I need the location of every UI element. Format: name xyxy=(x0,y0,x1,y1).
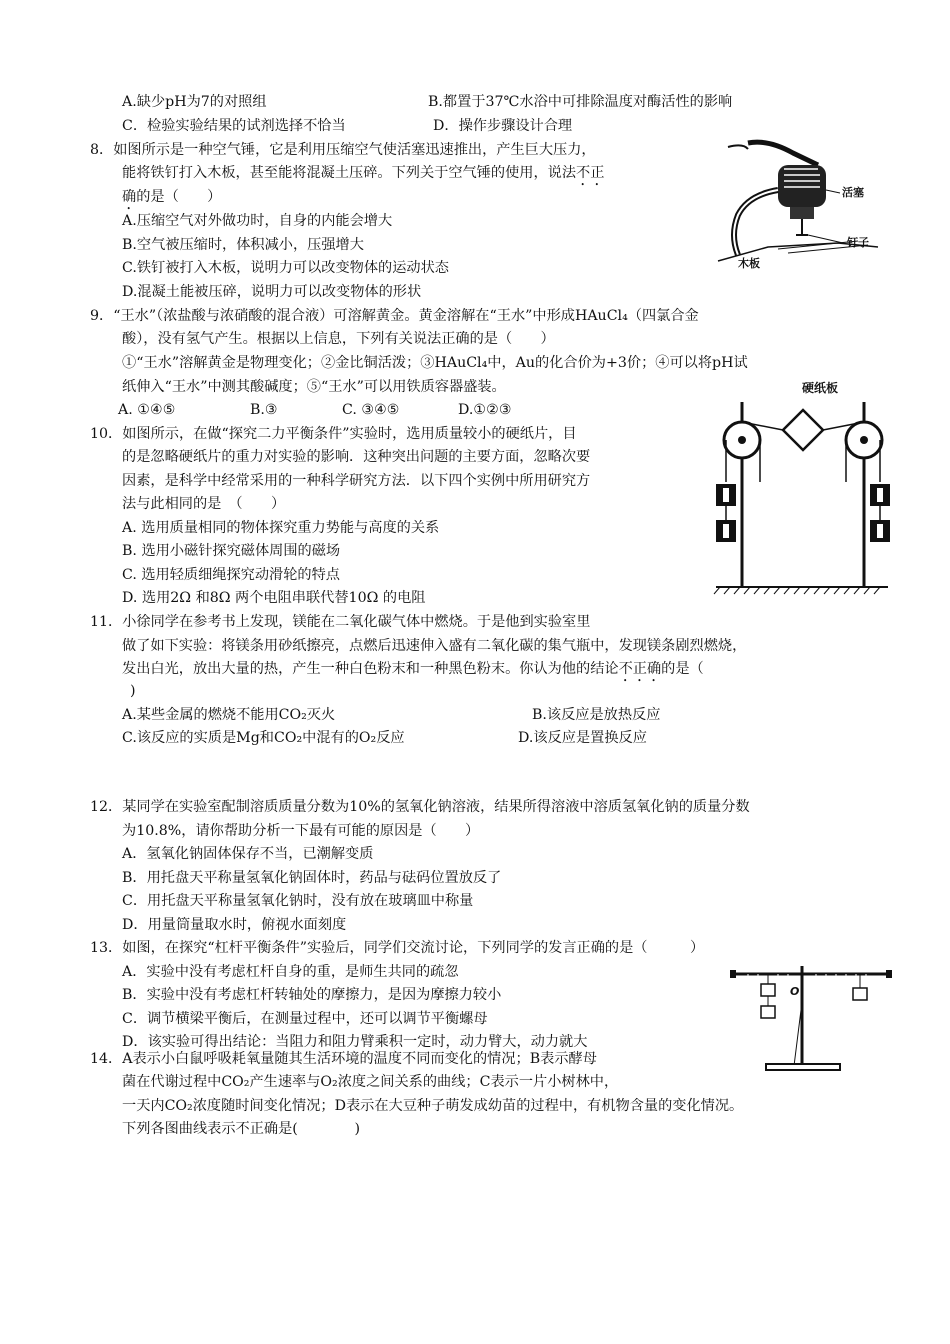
q11-option-d: D.该反应是置换反应 xyxy=(518,730,647,746)
q12-stem-line2: 为10.8%，请你帮助分析一下最有可能的原因是（ ） xyxy=(122,823,480,839)
q12-stem-line1: 12．某同学在实验室配制溶质质量分数为10%的氢氧化钠溶液，结果所得溶液中溶质氢氧化钠的质量分数 xyxy=(90,799,750,815)
q14-stem-line2: 菌在代谢过程中CO₂产生速率与O₂浓度之间关系的曲线；C表示一片小树林中， xyxy=(122,1074,619,1090)
q11-option-c: C.该反应的实质是Mg和CO₂中混有的O₂反应 xyxy=(122,730,405,746)
q11-stem-line3: 发出白光，放出大量的热，产生一种白色粉末和一种黑色粉末。你认为他的结论不正确的是（ xyxy=(122,661,704,677)
q10-option-c: C. 选用轻质细绳探究动滑轮的特点 xyxy=(122,567,340,583)
q12-option-c: C．用托盘天平称量氢氧化钠时，没有放在玻璃皿中称量 xyxy=(122,893,474,909)
q12-option-b: B．用托盘天平称量氢氧化钠固体时，药品与砝码位置放反了 xyxy=(122,870,502,886)
q10-stem-line1: 10．如图所示，在做“探究二力平衡条件”实验时，选用质量较小的硬纸片，目 xyxy=(90,426,577,442)
balance-apparatus-figure xyxy=(712,392,892,604)
q10-option-d: D. 选用2Ω 和8Ω 两个电阻串联代替10Ω 的电阻 xyxy=(122,590,426,606)
q9-option-b: B.③ xyxy=(250,402,278,418)
q8-stem-line3: 确的是（ ） xyxy=(122,189,222,205)
q11-option-b: B.该反应是放热反应 xyxy=(532,707,661,723)
q9-stem-line3: ①“王水”溶解黄金是物理变化；②金比铜活泼；③HAuCl₄中，Au的化合价为+3价；④可以将pH试 xyxy=(122,355,748,371)
q14-stem-line1: 14．A表示小白鼠呼吸耗氧量随其生活环境的温度不同而变化的情况；B表示酵母 xyxy=(90,1051,597,1067)
q13-option-b: B．实验中没有考虑杠杆转轴处的摩擦力，是因为摩擦力较小 xyxy=(122,987,502,1003)
q8-stem-line1: 8．如图所示是一种空气锤，它是利用压缩空气使活塞迅速推出，产生巨大压力， xyxy=(90,142,596,158)
q8-stem-line2: 能将铁钉打入木板，甚至能将混凝土压碎。下列关于空气锤的使用，说法不正 xyxy=(122,165,605,181)
q11-stem-line2: 做了如下实验：将镁条用砂纸擦亮，点燃后迅速伸入盛有二氧化碳的集气瓶中，发现镁条剧烈燃烧， xyxy=(122,638,747,654)
q7-option-d: D．操作步骤设计合理 xyxy=(433,118,573,134)
figure-label-cardboard: 硬纸板 xyxy=(802,381,839,395)
q9-option-a: A. ①④⑤ xyxy=(118,402,176,418)
figure-label-board: 木板 xyxy=(738,257,760,270)
q13-stem-line1: 13．如图，在探究“杠杆平衡条件”实验后，同学们交流讨论，下列同学的发言正确的是（ ） xyxy=(90,940,705,956)
q8-option-a: A.压缩空气对外做功时，自身的内能会增大 xyxy=(122,213,393,229)
q11-stem-line4: ) xyxy=(130,683,136,699)
q10-option-a: A. 选用质量相同的物体探究重力势能与高度的关系 xyxy=(122,520,440,536)
q10-stem-line4: 法与此相同的是 （ ） xyxy=(122,496,286,512)
lever-apparatus-figure xyxy=(728,962,896,1080)
q7-option-a: A.缺少pH为7的对照组 xyxy=(122,94,267,110)
q12-option-a: A．氢氧化钠固体保存不当，已潮解变质 xyxy=(122,846,374,862)
q7-option-c: C．检验实验结果的试剂选择不恰当 xyxy=(122,118,346,134)
q14-stem-line4: 下列各图曲线表示不正确是( ) xyxy=(122,1121,361,1137)
q13-option-c: C．调节横梁平衡后，在测量过程中，还可以调节平衡螺母 xyxy=(122,1011,488,1027)
q13-option-a: A．实验中没有考虑杠杆自身的重，是师生共同的疏忽 xyxy=(122,964,459,980)
q9-stem-line4: 纸伸入“王水”中测其酸碱度；⑤“王水”可以用铁质容器盛装。 xyxy=(122,379,506,395)
q9-option-c: C. ③④⑤ xyxy=(342,402,400,418)
q10-stem-line3: 因素，是科学中经常采用的一种科学研究方法．以下四个实例中所用研究方 xyxy=(122,473,591,489)
q8-option-d: D.混凝土能被压碎，说明力可以改变物体的形状 xyxy=(122,284,422,300)
q13-option-d: D．该实验可得出结论：当阻力和阻力臂乘积一定时，动力臂大，动力就大 xyxy=(122,1034,588,1050)
q12-option-d: D．用量筒量取水时，俯视水面刻度 xyxy=(122,917,347,933)
q10-stem-line2: 的是忽略硬纸片的重力对实验的影响．这种突出问题的主要方面，忽略次要 xyxy=(122,449,591,465)
q9-stem-line2: 酸），没有氢气产生。根据以上信息，下列有关说法正确的是（ ） xyxy=(122,331,555,347)
air-hammer-figure xyxy=(708,135,888,275)
q10-option-b: B. 选用小磁针探究磁体周围的磁场 xyxy=(122,543,341,559)
q8-option-c: C.铁钉被打入木板，说明力可以改变物体的运动状态 xyxy=(122,260,449,276)
q8-option-b: B.空气被压缩时，体积减小，压强增大 xyxy=(122,237,364,253)
figure-label-pivot: O xyxy=(790,985,800,998)
q11-option-a: A.某些金属的燃烧不能用CO₂灭火 xyxy=(122,707,336,723)
q14-stem-line3: 一天内CO₂浓度随时间变化情况；D表示在大豆种子萌发成幼苗的过程中，有机物含量的变化情况。 xyxy=(122,1098,744,1114)
q11-stem-line1: 11．小徐同学在参考书上发现，镁能在二氧化碳气体中燃烧。于是他到实验室里 xyxy=(90,614,591,630)
q9-option-d: D.①②③ xyxy=(458,402,512,418)
q7-option-b: B.都置于37℃水浴中可排除温度对酶活性的影响 xyxy=(428,94,733,110)
figure-label-nail: 钉子 xyxy=(847,236,869,249)
figure-label-piston: 活塞 xyxy=(842,186,864,199)
q9-stem-line1: 9．“王水”（浓盐酸与浓硝酸的混合液）可溶解黄金。黄金溶解在“王水”中形成HAuCl₄（四氯合金 xyxy=(90,308,699,324)
